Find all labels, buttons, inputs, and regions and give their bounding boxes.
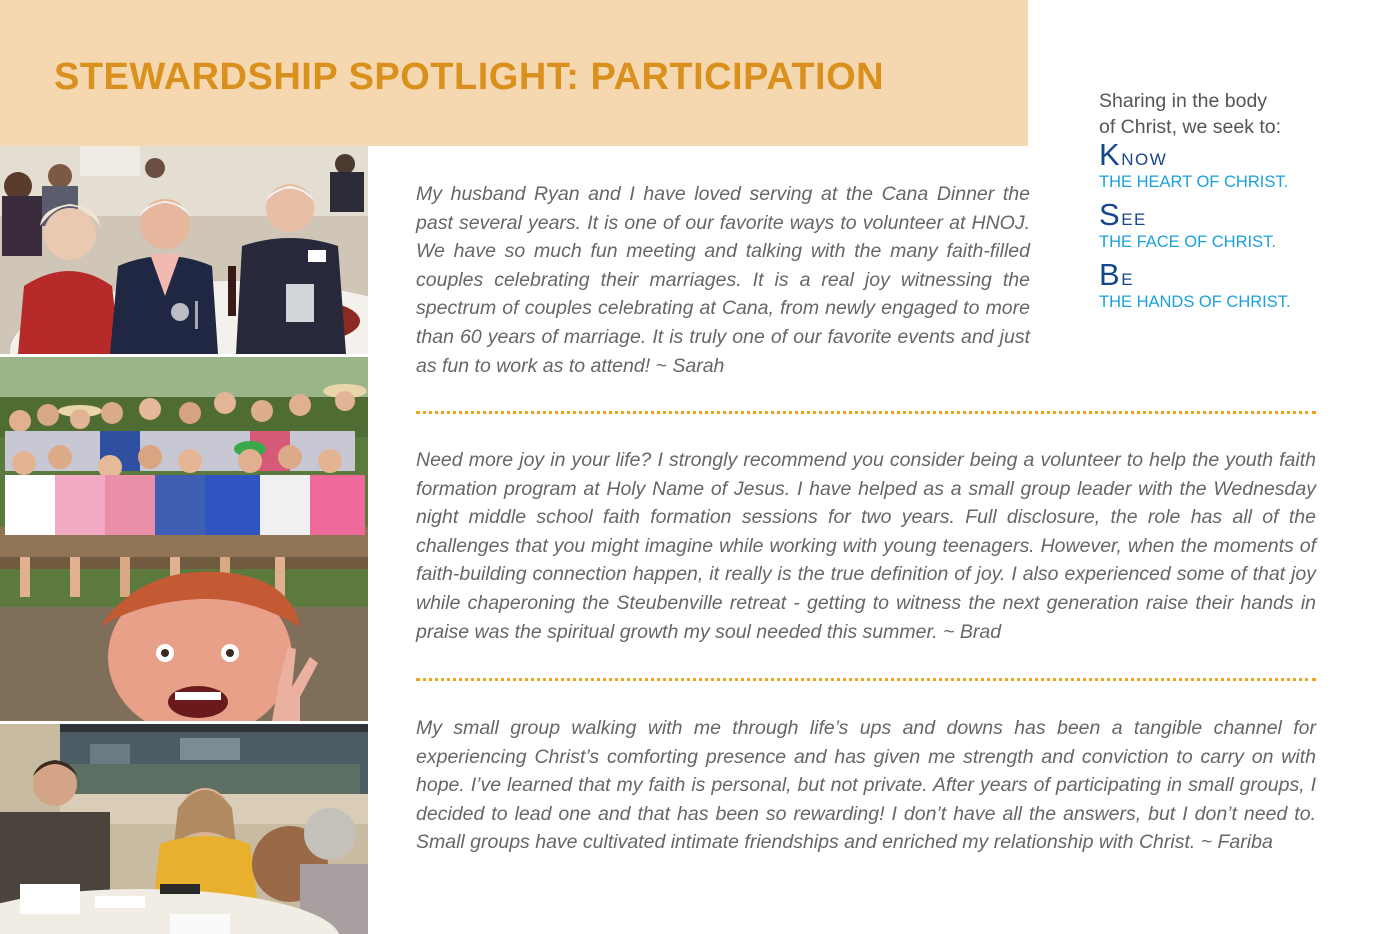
sidebar-know-see-be — [1099, 88, 1379, 322]
pillar-word-cap: B — [1099, 257, 1122, 292]
pillar-word-be — [1099, 257, 1379, 292]
testimonial-brad: Need more joy in your life? I strongly recommend you consider being a volunteer to help the youth faith formation program at Holy Name of Jesus. I have helped as a small group leader with the Wednesday night middle school faith formation sessions for two years. Full disclosure, the role has all of the challenges that you might imagine while working with young teenagers. However, when the moments of faith-building connection happen, it really is the true definition of joy. I also experienced some of that joy while chaperoning the Steubenville retreat - getting to witness the next generation raise their hands in praise was the spiritual growth my soul needed this summer. ~ Brad — [416, 449, 1316, 643]
dotted-divider — [416, 678, 1316, 681]
pillar-see — [1099, 197, 1379, 253]
pillar-phrase-see: THE FACE OF CHRIST. — [1099, 233, 1276, 251]
pillar-be — [1099, 257, 1379, 313]
testimonial-fariba: My small group walking with me through life’s ups and downs has been a tangible channel for experiencing Christ’s comforting presence and has given me strength and conviction to carry on with hope. I’ve learned that my faith is personal, but not private. After years of participating in small groups, I decided to lead one and that has been so rewarding! I don’t have all the answers, but I don’t need to. Small groups have cultivated intimate friendships and enriched my relationship with Christ. ~ Fariba — [416, 717, 1316, 854]
pillar-word-cap: K — [1099, 137, 1122, 172]
photo-cana-dinner — [0, 146, 368, 354]
sidebar-intro-line2: of Christ, we seek to: — [1099, 116, 1282, 138]
pillar-word-rest: now — [1121, 144, 1168, 171]
sidebar-intro-line1: Sharing in the body — [1099, 90, 1268, 112]
pillar-word-see — [1099, 197, 1379, 232]
pillar-word-cap: S — [1099, 197, 1122, 232]
dotted-divider — [416, 411, 1316, 414]
pillar-phrase-know: THE HEART OF CHRIST. — [1099, 173, 1289, 191]
pillar-phrase-be: THE HANDS OF CHRIST. — [1099, 293, 1291, 311]
pillar-word-know — [1099, 137, 1379, 172]
pillar-word-rest: e — [1121, 264, 1135, 291]
photo-small-group — [0, 724, 368, 934]
page-title: STEWARDSHIP SPOTLIGHT: PARTICIPATION — [54, 56, 885, 98]
testimonial-sarah: My husband Ryan and I have loved serving at the Cana Dinner the past several years. It is one of our favorite ways to volunteer at HNOJ. We have so much fun meeting and talking with the many faith-filled couples celebrating their marriages. It is a real joy witnessing the spectrum of couples celebrating at Cana, from newly engaged to more than 60 years of marriage. It is truly one of our favorite events and just as fun to work as to attend! ~ Sarah — [416, 183, 1030, 377]
sidebar-intro — [1099, 88, 1379, 140]
photo-youth-group — [0, 357, 368, 721]
pillar-word-rest: ee — [1121, 204, 1147, 231]
pillar-know — [1099, 137, 1379, 193]
